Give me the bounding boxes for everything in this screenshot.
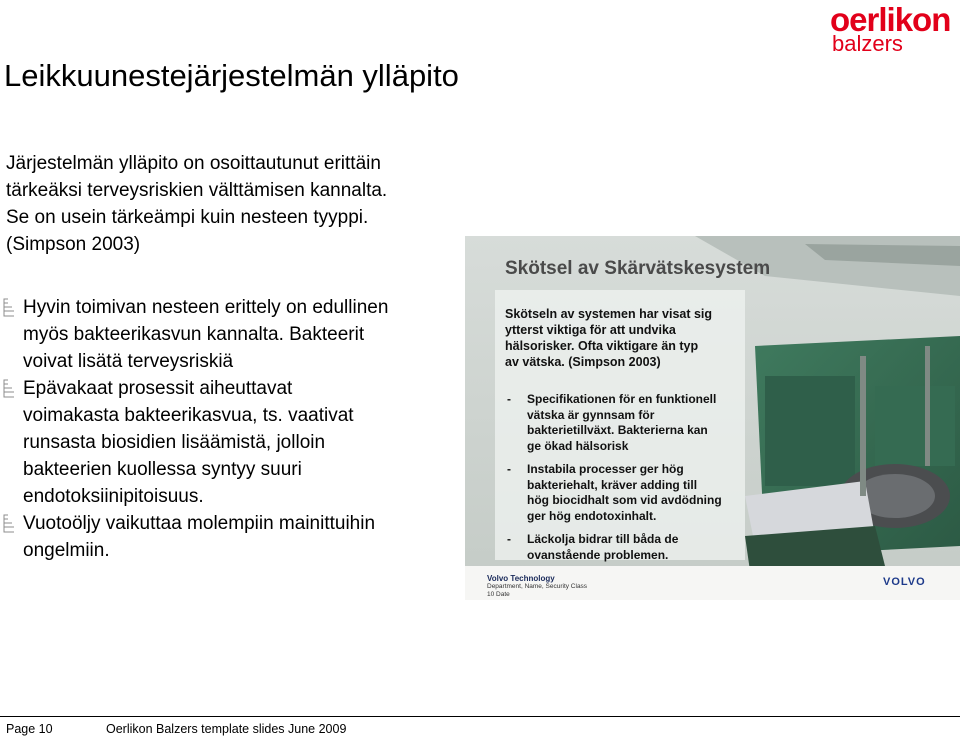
slide-bullet-line: - Specifikationen för en funktionell xyxy=(527,392,717,406)
slide-bullet-line: - Läckolja bidrar till båda de xyxy=(527,532,679,546)
intro-line: Järjestelmän ylläpito on osoittautunut erittäin xyxy=(6,153,381,174)
slide-title: Skötsel av Skärvätskesystem xyxy=(505,258,771,279)
slide-footer-department: Department, Name, Security Class xyxy=(487,583,588,590)
intro-line: Se on usein tärkeämpi kuin nesteen tyyppi. xyxy=(6,207,369,228)
slide-bullet-line: bakterietillväxt. Bakterierna kan xyxy=(527,423,708,437)
document-bullet-icon xyxy=(2,298,16,317)
oerlikon-balzers-logo xyxy=(826,2,956,58)
document-bullet-icon xyxy=(2,379,16,398)
bullet-item xyxy=(0,510,480,564)
slide-bullet-item xyxy=(505,462,745,524)
slide-footer-company: Volvo Technology xyxy=(487,574,555,583)
slide-bullet-line: ge ökad hälsorisk xyxy=(527,438,629,453)
bullet-line: Hyvin toimivan nesteen erittely on edullinen xyxy=(23,297,389,318)
slide-quote-line: ytterst viktiga för att undvika xyxy=(505,323,676,337)
footer-template-text: Oerlikon Balzers template slides June 2009 xyxy=(106,722,347,736)
bullet-line: myös bakteerikasvun kannalta. Bakteerit xyxy=(23,324,365,345)
bullet-item xyxy=(0,294,480,375)
slide-bullet-line: vätska är gynnsam för xyxy=(527,407,655,422)
slide-bullet-line: ger hög endotoxinhalt. xyxy=(527,508,657,523)
slide-bullet-line: ovanstående problemen. xyxy=(527,547,669,562)
bullet-line: ongelmiin. xyxy=(23,540,110,561)
slide-quote xyxy=(505,306,735,370)
bullet-line: voivat lisätä terveysriskiä xyxy=(23,351,234,372)
intro-line: tärkeäksi terveysriskien välttämisen kannalta. xyxy=(6,180,388,201)
bullet-item xyxy=(0,375,480,510)
slide-bullet-item xyxy=(505,392,745,454)
bullet-line: Epävakaat prosessit aiheuttavat xyxy=(23,378,293,399)
slide-bullet-list xyxy=(505,392,745,571)
bullet-line: runsasta biosidien lisäämistä, jolloin xyxy=(23,432,326,453)
slide-quote-line: Skötseln av systemen har visat sig xyxy=(505,307,713,321)
slide-bullet-line: hög biocidhalt som vid avdödning xyxy=(527,493,722,507)
slide-bullet-line: bakteriehalt, kräver adding till xyxy=(527,477,698,492)
slide-bullet-item xyxy=(505,532,745,563)
bullet-line: endotoksiinipitoisuus. xyxy=(23,486,204,507)
document-bullet-icon xyxy=(2,514,16,533)
volvo-logo: VOLVO xyxy=(883,576,926,588)
bullet-line: voimakasta bakteerikasvua, ts. vaativat xyxy=(23,405,354,426)
embedded-slide-image xyxy=(465,236,960,600)
slide-quote-line: hälsorisker. Ofta viktigare än typ xyxy=(505,339,699,353)
slide-bullet-line: - Instabila processer ger hög xyxy=(527,462,684,476)
footer-page-number: Page 10 xyxy=(6,722,53,736)
intro-line: (Simpson 2003) xyxy=(6,234,141,255)
page-title: Leikkuunestejärjestelmän ylläpito xyxy=(4,58,459,93)
slide-footer-page: 10 Date xyxy=(487,591,510,598)
bullet-list xyxy=(0,294,480,564)
bullet-line: Vuotoöljy vaikuttaa molempiin mainittuihin xyxy=(23,513,376,534)
intro-paragraph xyxy=(6,150,486,258)
logo-brand-name: oerlikon xyxy=(830,1,951,38)
logo-brand-sub: balzers xyxy=(832,31,903,56)
bullet-line: bakteerien kuollessa syntyy suuri xyxy=(23,459,302,480)
footer-divider xyxy=(0,716,960,717)
slide-quote-line: av vätska. (Simpson 2003) xyxy=(505,355,661,369)
